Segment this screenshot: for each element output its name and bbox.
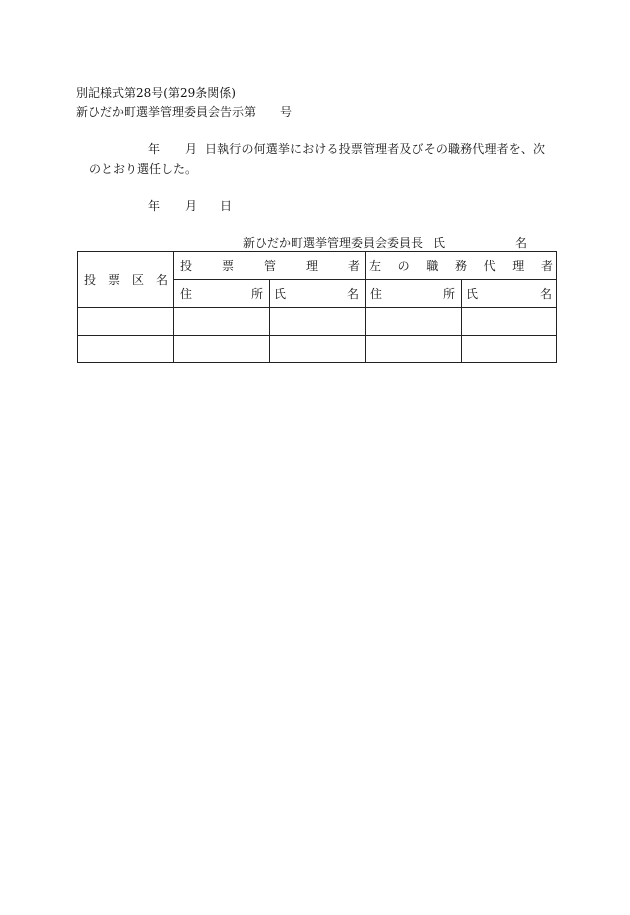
subheader-deputy-name: 氏 名: [466, 286, 552, 301]
signature-name-label-2: 名: [515, 236, 528, 250]
appointment-table: [77, 251, 557, 363]
signature-name-label-1: 氏: [433, 236, 446, 250]
signature-title: 新ひだか町選挙管理委員会委員長: [243, 236, 424, 250]
header-deputy: 左 の 職 務 代 理 者: [369, 259, 553, 273]
subheader-deputy-address: 住 所: [370, 286, 455, 301]
body-year: 年: [148, 142, 161, 156]
header-district: 投 票 区 名: [84, 273, 168, 287]
header-manager: 投 票 管 理 者: [180, 259, 360, 273]
body-sentence-line2: のとおり選任した。: [89, 162, 198, 176]
body-sentence-line1: 日執行の何選挙における投票管理者及びその職務代理者を、次: [205, 142, 546, 156]
issue-year: 年: [148, 199, 161, 213]
table-row: [78, 308, 556, 335]
body-month: 月: [185, 142, 198, 156]
table-row: [78, 336, 556, 363]
form-reference: 別記様式第28号(第29条関係): [76, 86, 236, 100]
issue-month: 月: [185, 199, 198, 213]
subheader-manager-address: 住 所: [180, 286, 263, 301]
subheader-manager-name: 氏 名: [274, 286, 359, 301]
notice-title: 新ひだか町選挙管理委員会告示第 号: [76, 105, 293, 119]
issue-day: 日: [220, 199, 233, 213]
